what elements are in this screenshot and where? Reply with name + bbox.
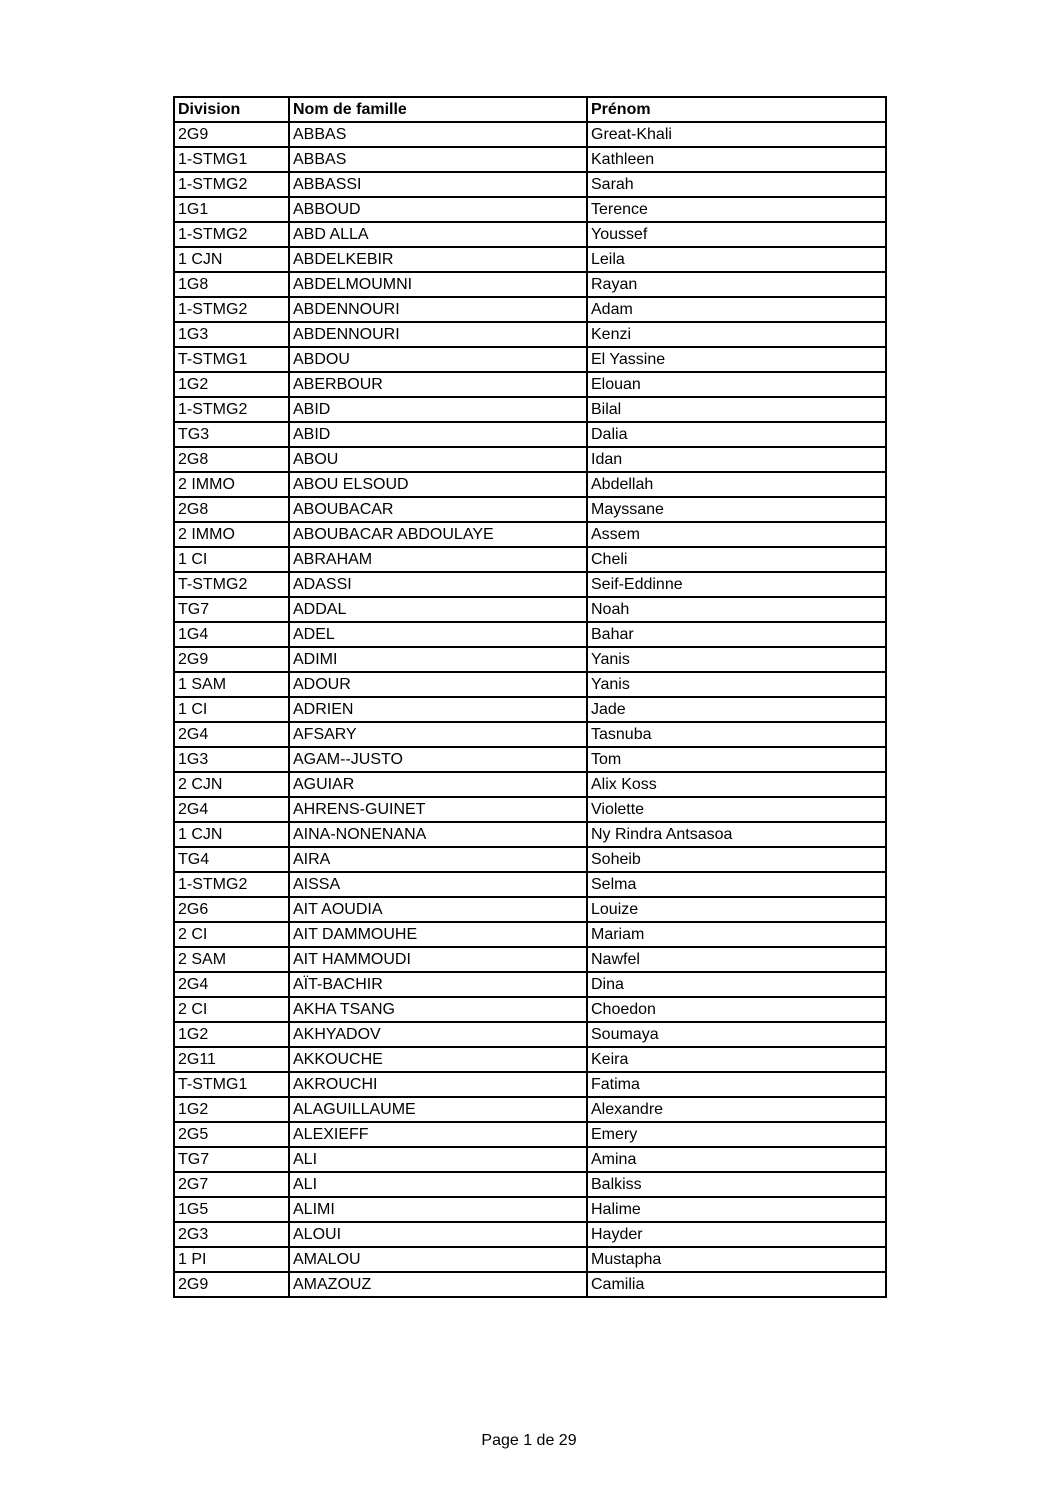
cell-nom: AIRA — [289, 847, 587, 872]
cell-division: 2G11 — [174, 1047, 289, 1072]
table-header — [174, 97, 886, 122]
cell-nom: AMALOU — [289, 1247, 587, 1272]
table-row — [174, 847, 886, 872]
cell-nom: AMAZOUZ — [289, 1272, 587, 1297]
cell-division: 1G4 — [174, 622, 289, 647]
table-row — [174, 272, 886, 297]
cell-nom: ADEL — [289, 622, 587, 647]
cell-nom: ADOUR — [289, 672, 587, 697]
cell-prenom: El Yassine — [587, 347, 886, 372]
table-row — [174, 122, 886, 147]
table-row — [174, 422, 886, 447]
cell-nom: ALEXIEFF — [289, 1122, 587, 1147]
cell-nom: AIT DAMMOUHE — [289, 922, 587, 947]
table-row — [174, 1047, 886, 1072]
table-row — [174, 822, 886, 847]
table-row — [174, 247, 886, 272]
cell-division: 2G7 — [174, 1172, 289, 1197]
cell-division: 1 CJN — [174, 247, 289, 272]
table-row — [174, 672, 886, 697]
cell-prenom: Yanis — [587, 672, 886, 697]
cell-nom: ADASSI — [289, 572, 587, 597]
cell-division: 2 CI — [174, 997, 289, 1022]
table-row — [174, 1122, 886, 1147]
cell-prenom: Violette — [587, 797, 886, 822]
cell-prenom: Emery — [587, 1122, 886, 1147]
table-row — [174, 497, 886, 522]
cell-prenom: Jade — [587, 697, 886, 722]
cell-prenom: Elouan — [587, 372, 886, 397]
table-row — [174, 1247, 886, 1272]
cell-prenom: Bilal — [587, 397, 886, 422]
table-row — [174, 447, 886, 472]
cell-division: 2G8 — [174, 447, 289, 472]
cell-nom: ABID — [289, 397, 587, 422]
table-row — [174, 397, 886, 422]
cell-division: 1G5 — [174, 1197, 289, 1222]
cell-prenom: Abdellah — [587, 472, 886, 497]
cell-nom: ADDAL — [289, 597, 587, 622]
table-row — [174, 372, 886, 397]
table-row — [174, 1022, 886, 1047]
cell-division: 1-STMG1 — [174, 147, 289, 172]
header-division: Division — [174, 97, 289, 122]
cell-nom: AHRENS-GUINET — [289, 797, 587, 822]
table-row — [174, 522, 886, 547]
table-row — [174, 147, 886, 172]
table-row — [174, 1147, 886, 1172]
cell-nom: ABOUBACAR ABDOULAYE — [289, 522, 587, 547]
table-row — [174, 222, 886, 247]
cell-division: 2G4 — [174, 797, 289, 822]
cell-nom: ABBAS — [289, 147, 587, 172]
table-row — [174, 897, 886, 922]
cell-prenom: Adam — [587, 297, 886, 322]
cell-prenom: Mayssane — [587, 497, 886, 522]
cell-division: 2 SAM — [174, 947, 289, 972]
table-row — [174, 472, 886, 497]
cell-nom: AKROUCHI — [289, 1072, 587, 1097]
cell-nom: ALOUI — [289, 1222, 587, 1247]
cell-prenom: Assem — [587, 522, 886, 547]
cell-prenom: Kenzi — [587, 322, 886, 347]
cell-prenom: Seif-Eddinne — [587, 572, 886, 597]
cell-division: 2 IMMO — [174, 472, 289, 497]
cell-division: 1-STMG2 — [174, 397, 289, 422]
cell-division: 2 IMMO — [174, 522, 289, 547]
cell-division: 2G9 — [174, 122, 289, 147]
table-row — [174, 722, 886, 747]
cell-division: TG7 — [174, 1147, 289, 1172]
cell-prenom: Yanis — [587, 647, 886, 672]
cell-nom: ABID — [289, 422, 587, 447]
cell-division: 1G2 — [174, 1022, 289, 1047]
table-row — [174, 572, 886, 597]
cell-prenom: Balkiss — [587, 1172, 886, 1197]
table-row — [174, 647, 886, 672]
table-body — [174, 122, 886, 1297]
table-row — [174, 747, 886, 772]
cell-nom: ALI — [289, 1147, 587, 1172]
cell-division: 1 SAM — [174, 672, 289, 697]
cell-nom: AÏT-BACHIR — [289, 972, 587, 997]
cell-nom: ALAGUILLAUME — [289, 1097, 587, 1122]
cell-prenom: Terence — [587, 197, 886, 222]
cell-division: 1G3 — [174, 322, 289, 347]
table-row — [174, 622, 886, 647]
cell-nom: ABDENNOURI — [289, 322, 587, 347]
cell-nom: AIT AOUDIA — [289, 897, 587, 922]
cell-nom: AGAM--JUSTO — [289, 747, 587, 772]
table-row — [174, 922, 886, 947]
cell-prenom: Noah — [587, 597, 886, 622]
cell-prenom: Soumaya — [587, 1022, 886, 1047]
cell-division: 1-STMG2 — [174, 297, 289, 322]
table-row — [174, 1097, 886, 1122]
cell-nom: AKKOUCHE — [289, 1047, 587, 1072]
header-nom: Nom de famille — [289, 97, 587, 122]
cell-division: 1 PI — [174, 1247, 289, 1272]
cell-division: 1-STMG2 — [174, 222, 289, 247]
cell-prenom: Cheli — [587, 547, 886, 572]
cell-division: 1 CJN — [174, 822, 289, 847]
cell-prenom: Fatima — [587, 1072, 886, 1097]
cell-prenom: Alix Koss — [587, 772, 886, 797]
cell-nom: ABBOUD — [289, 197, 587, 222]
cell-nom: ALI — [289, 1172, 587, 1197]
cell-prenom: Halime — [587, 1197, 886, 1222]
cell-division: 2G3 — [174, 1222, 289, 1247]
cell-division: 1-STMG2 — [174, 172, 289, 197]
cell-nom: AINA-NONENANA — [289, 822, 587, 847]
cell-division: TG3 — [174, 422, 289, 447]
table-row — [174, 197, 886, 222]
header-prenom: Prénom — [587, 97, 886, 122]
cell-nom: ABRAHAM — [289, 547, 587, 572]
cell-division: 2 CI — [174, 922, 289, 947]
cell-nom: ABBAS — [289, 122, 587, 147]
cell-prenom: Youssef — [587, 222, 886, 247]
table-row — [174, 322, 886, 347]
table-row — [174, 697, 886, 722]
cell-prenom: Camilia — [587, 1272, 886, 1297]
cell-division: 2G8 — [174, 497, 289, 522]
cell-division: 2G5 — [174, 1122, 289, 1147]
cell-nom: ABDOU — [289, 347, 587, 372]
cell-prenom: Kathleen — [587, 147, 886, 172]
cell-division: T-STMG2 — [174, 572, 289, 597]
table-row — [174, 997, 886, 1022]
cell-division: 2G9 — [174, 647, 289, 672]
cell-prenom: Choedon — [587, 997, 886, 1022]
table-row — [174, 872, 886, 897]
table-row — [174, 797, 886, 822]
cell-division: 1 CI — [174, 697, 289, 722]
cell-nom: AIT HAMMOUDI — [289, 947, 587, 972]
cell-prenom: Ny Rindra Antsasoa — [587, 822, 886, 847]
table-row — [174, 947, 886, 972]
table-row — [174, 972, 886, 997]
cell-prenom: Mustapha — [587, 1247, 886, 1272]
cell-division: 1G8 — [174, 272, 289, 297]
table-row — [174, 347, 886, 372]
cell-prenom: Bahar — [587, 622, 886, 647]
cell-nom: ADIMI — [289, 647, 587, 672]
cell-nom: ABOUBACAR — [289, 497, 587, 522]
cell-division: T-STMG1 — [174, 347, 289, 372]
page-number: Page 1 de 29 — [481, 1432, 577, 1449]
cell-prenom: Tasnuba — [587, 722, 886, 747]
cell-prenom: Alexandre — [587, 1097, 886, 1122]
cell-nom: ABOU ELSOUD — [289, 472, 587, 497]
cell-prenom: Dalia — [587, 422, 886, 447]
table-row — [174, 597, 886, 622]
cell-prenom: Soheib — [587, 847, 886, 872]
cell-prenom: Tom — [587, 747, 886, 772]
cell-division: 1-STMG2 — [174, 872, 289, 897]
cell-division: 1G3 — [174, 747, 289, 772]
cell-prenom: Selma — [587, 872, 886, 897]
cell-prenom: Amina — [587, 1147, 886, 1172]
cell-division: 1 CI — [174, 547, 289, 572]
cell-division: 2G4 — [174, 722, 289, 747]
table-row — [174, 772, 886, 797]
cell-prenom: Leila — [587, 247, 886, 272]
cell-prenom: Idan — [587, 447, 886, 472]
cell-nom: ABOU — [289, 447, 587, 472]
table-row — [174, 1272, 886, 1297]
cell-division: 1G2 — [174, 1097, 289, 1122]
cell-division: TG7 — [174, 597, 289, 622]
cell-division: 1G1 — [174, 197, 289, 222]
cell-nom: AGUIAR — [289, 772, 587, 797]
cell-nom: ABDELKEBIR — [289, 247, 587, 272]
cell-nom: ADRIEN — [289, 697, 587, 722]
cell-prenom: Mariam — [587, 922, 886, 947]
cell-prenom: Nawfel — [587, 947, 886, 972]
cell-prenom: Keira — [587, 1047, 886, 1072]
table-row — [174, 547, 886, 572]
cell-nom: ABBASSI — [289, 172, 587, 197]
table-row — [174, 1197, 886, 1222]
cell-nom: ABD ALLA — [289, 222, 587, 247]
cell-nom: ABDELMOUMNI — [289, 272, 587, 297]
cell-prenom: Great-Khali — [587, 122, 886, 147]
student-roster-table — [173, 96, 887, 1298]
cell-division: 2G4 — [174, 972, 289, 997]
cell-prenom: Rayan — [587, 272, 886, 297]
cell-nom: ABERBOUR — [289, 372, 587, 397]
cell-nom: AKHYADOV — [289, 1022, 587, 1047]
cell-nom: AISSA — [289, 872, 587, 897]
cell-division: 2G9 — [174, 1272, 289, 1297]
table-row — [174, 1222, 886, 1247]
cell-division: 2 CJN — [174, 772, 289, 797]
cell-prenom: Louize — [587, 897, 886, 922]
table-row — [174, 297, 886, 322]
cell-division: TG4 — [174, 847, 289, 872]
cell-nom: ABDENNOURI — [289, 297, 587, 322]
table-row — [174, 172, 886, 197]
cell-nom: AKHA TSANG — [289, 997, 587, 1022]
table-row — [174, 1072, 886, 1097]
cell-prenom: Hayder — [587, 1222, 886, 1247]
cell-nom: AFSARY — [289, 722, 587, 747]
cell-division: 2G6 — [174, 897, 289, 922]
cell-prenom: Sarah — [587, 172, 886, 197]
cell-division: 1G2 — [174, 372, 289, 397]
cell-division: T-STMG1 — [174, 1072, 289, 1097]
cell-nom: ALIMI — [289, 1197, 587, 1222]
cell-prenom: Dina — [587, 972, 886, 997]
table-row — [174, 1172, 886, 1197]
header-row — [174, 97, 886, 122]
